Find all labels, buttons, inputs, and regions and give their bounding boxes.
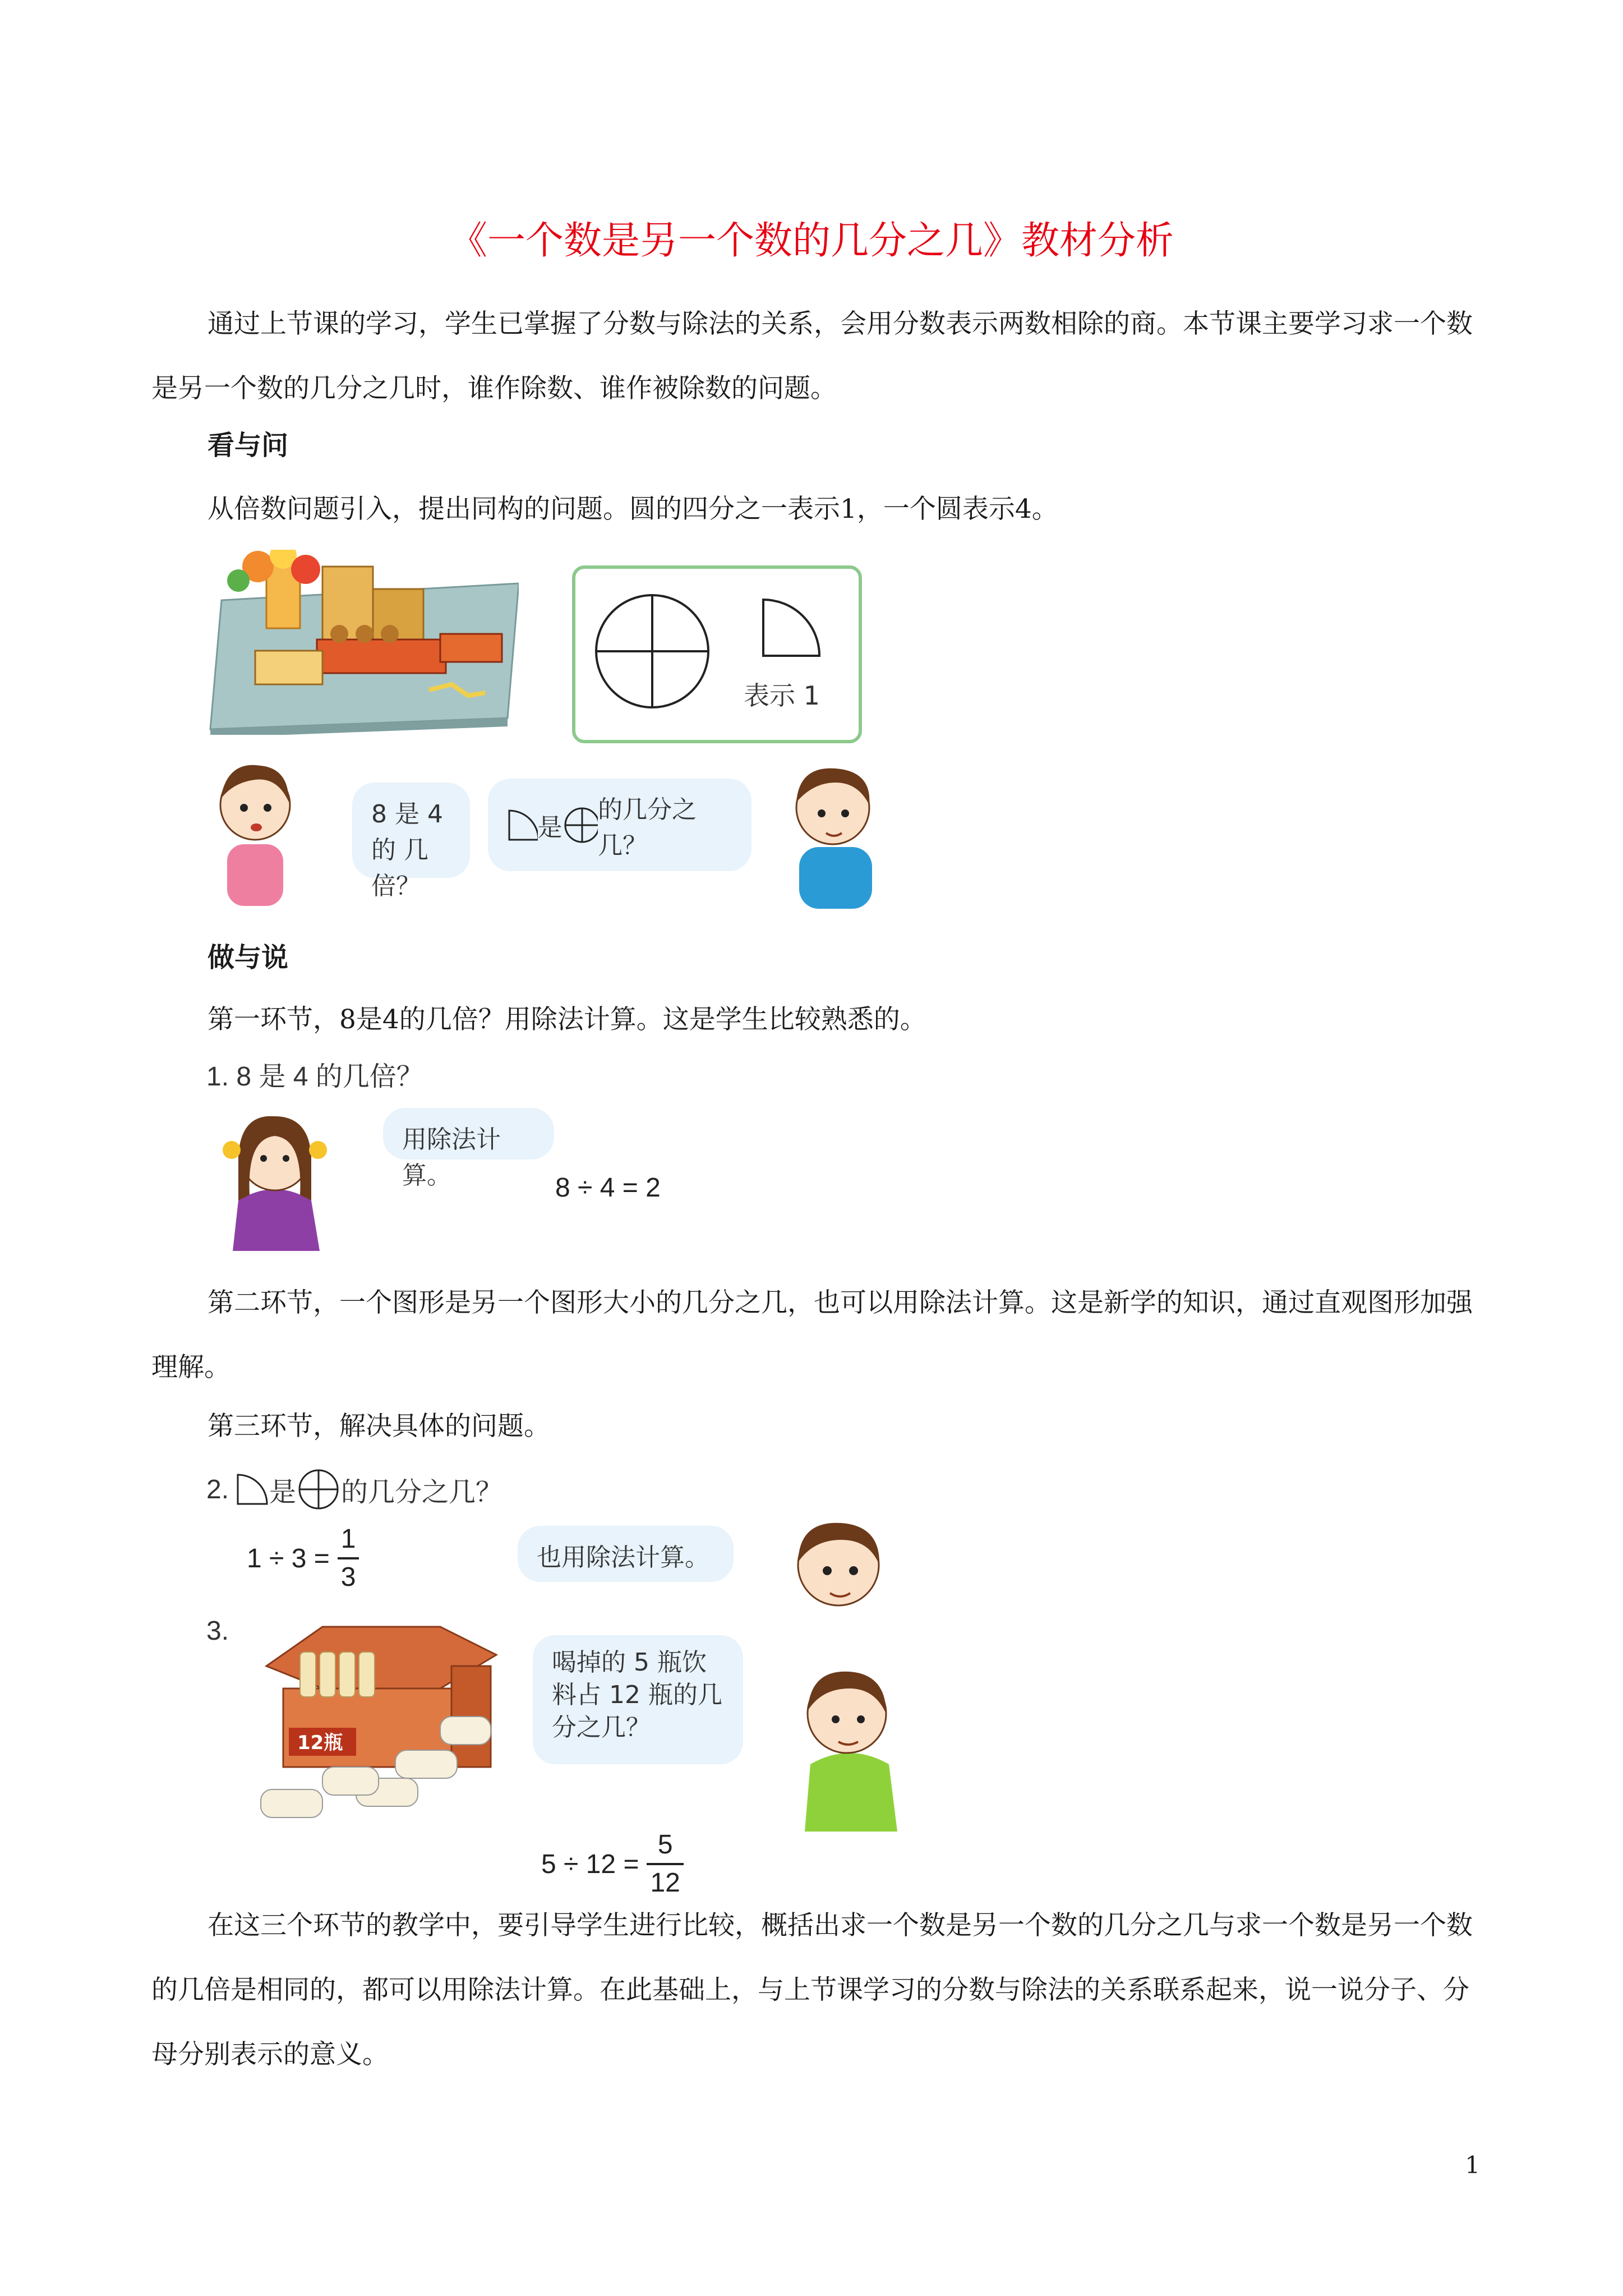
q3-number: 3. <box>206 1616 229 1646</box>
q3-equation <box>541 1832 684 1897</box>
drink-box-illustration <box>255 1621 513 1829</box>
q1-equation: 8 ÷ 4 = 2 <box>555 1173 661 1203</box>
girl-illustration <box>205 749 300 906</box>
q3-equation-left: 5 ÷ 12 = <box>541 1849 639 1879</box>
q2-equation-left: 1 ÷ 3 = <box>247 1543 330 1573</box>
intro-paragraph: 通过上节课的学习，学生已掌握了分数与除法的关系，会用分数表示两数相除的商。本节课主要学习求一个数是另一个数的几分之几时，谁作除数、谁作被除数的问题。 <box>151 309 1473 404</box>
question2-title <box>206 1467 502 1512</box>
q3-speech-bubble: 喝掉的 5 瓶饮料占 12 瓶的几分之几？ <box>533 1635 743 1764</box>
boy-head-illustration <box>785 1509 892 1616</box>
box-label: 12瓶 <box>297 1732 343 1754</box>
bubble-rest-text: 的几分之几？ <box>598 795 697 860</box>
full-circle-icon <box>592 591 713 712</box>
q2-is-text: 是 <box>269 1477 297 1507</box>
question1-title: 1. 8 是 4 的几倍？ <box>206 1062 423 1092</box>
section2-text3: 第三环节，解决具体的问题。 <box>208 1411 550 1442</box>
bubble-is-text: 是 <box>537 813 562 842</box>
conclusion-paragraph: 在这三个环节的教学中，要引导学生进行比较，概括出求一个数是另一个数的几分之几与求一个数是另一个数的几倍是相同的，都可以用除法计算。在此基础上，与上节课学习的分数与除法的关系联系起来，说一说分子、分母分别表示的意义。 <box>151 1910 1473 2070</box>
page-title: 《一个数是另一个数的几分之几》教材分析 <box>449 219 1174 263</box>
quarter-circle-icon <box>760 597 822 659</box>
q3-denominator: 12 <box>650 1868 680 1898</box>
quarter-circle-icon <box>236 1473 269 1506</box>
section1-text: 从倍数问题引入，提出同构的问题。圆的四分之一表示1，一个圆表示4。 <box>208 494 1058 524</box>
girl-speech-bubble: 8 是 4 的 几倍？ <box>352 783 470 878</box>
full-circle-icon <box>296 1467 341 1512</box>
q2-numerator: 1 <box>338 1526 359 1559</box>
q2-speech-bubble: 也用除法计算。 <box>518 1526 734 1582</box>
girl-with-earrings-illustration <box>222 1099 328 1251</box>
section2-text1: 第一环节，8是4的几倍？用除法计算。这是学生比较熟悉的。 <box>208 1004 926 1035</box>
q2-equation <box>247 1526 359 1591</box>
quarter-circle-icon <box>507 808 538 842</box>
section-heading-do-say: 做与说 <box>208 942 289 973</box>
q2-fraction <box>338 1526 359 1591</box>
q3-fraction <box>647 1832 683 1897</box>
q2-number: 2. <box>206 1474 229 1504</box>
circle-quarter-panel <box>572 565 862 743</box>
page-number: 1 <box>1465 2151 1480 2179</box>
section-heading-look-ask: 看与问 <box>208 430 289 461</box>
panel-label: 表示 1 <box>744 680 820 711</box>
boy-illustration <box>782 752 883 909</box>
q1-speech-bubble: 用除法计算。 <box>383 1108 554 1159</box>
gift-table-illustration <box>205 550 519 735</box>
q2-denominator: 3 <box>340 1562 356 1592</box>
section2-text2: 第二环节，一个图形是另一个图形大小的几分之几，也可以用除法计算。这是新学的知识，通过直观图形加强理解。 <box>151 1287 1473 1383</box>
q3-numerator: 5 <box>647 1832 683 1865</box>
full-circle-icon <box>562 806 598 845</box>
boy-speech-bubble <box>488 779 751 871</box>
boy-thinking-illustration <box>785 1646 914 1832</box>
q2-rest-text: 的几分之几？ <box>341 1477 503 1507</box>
